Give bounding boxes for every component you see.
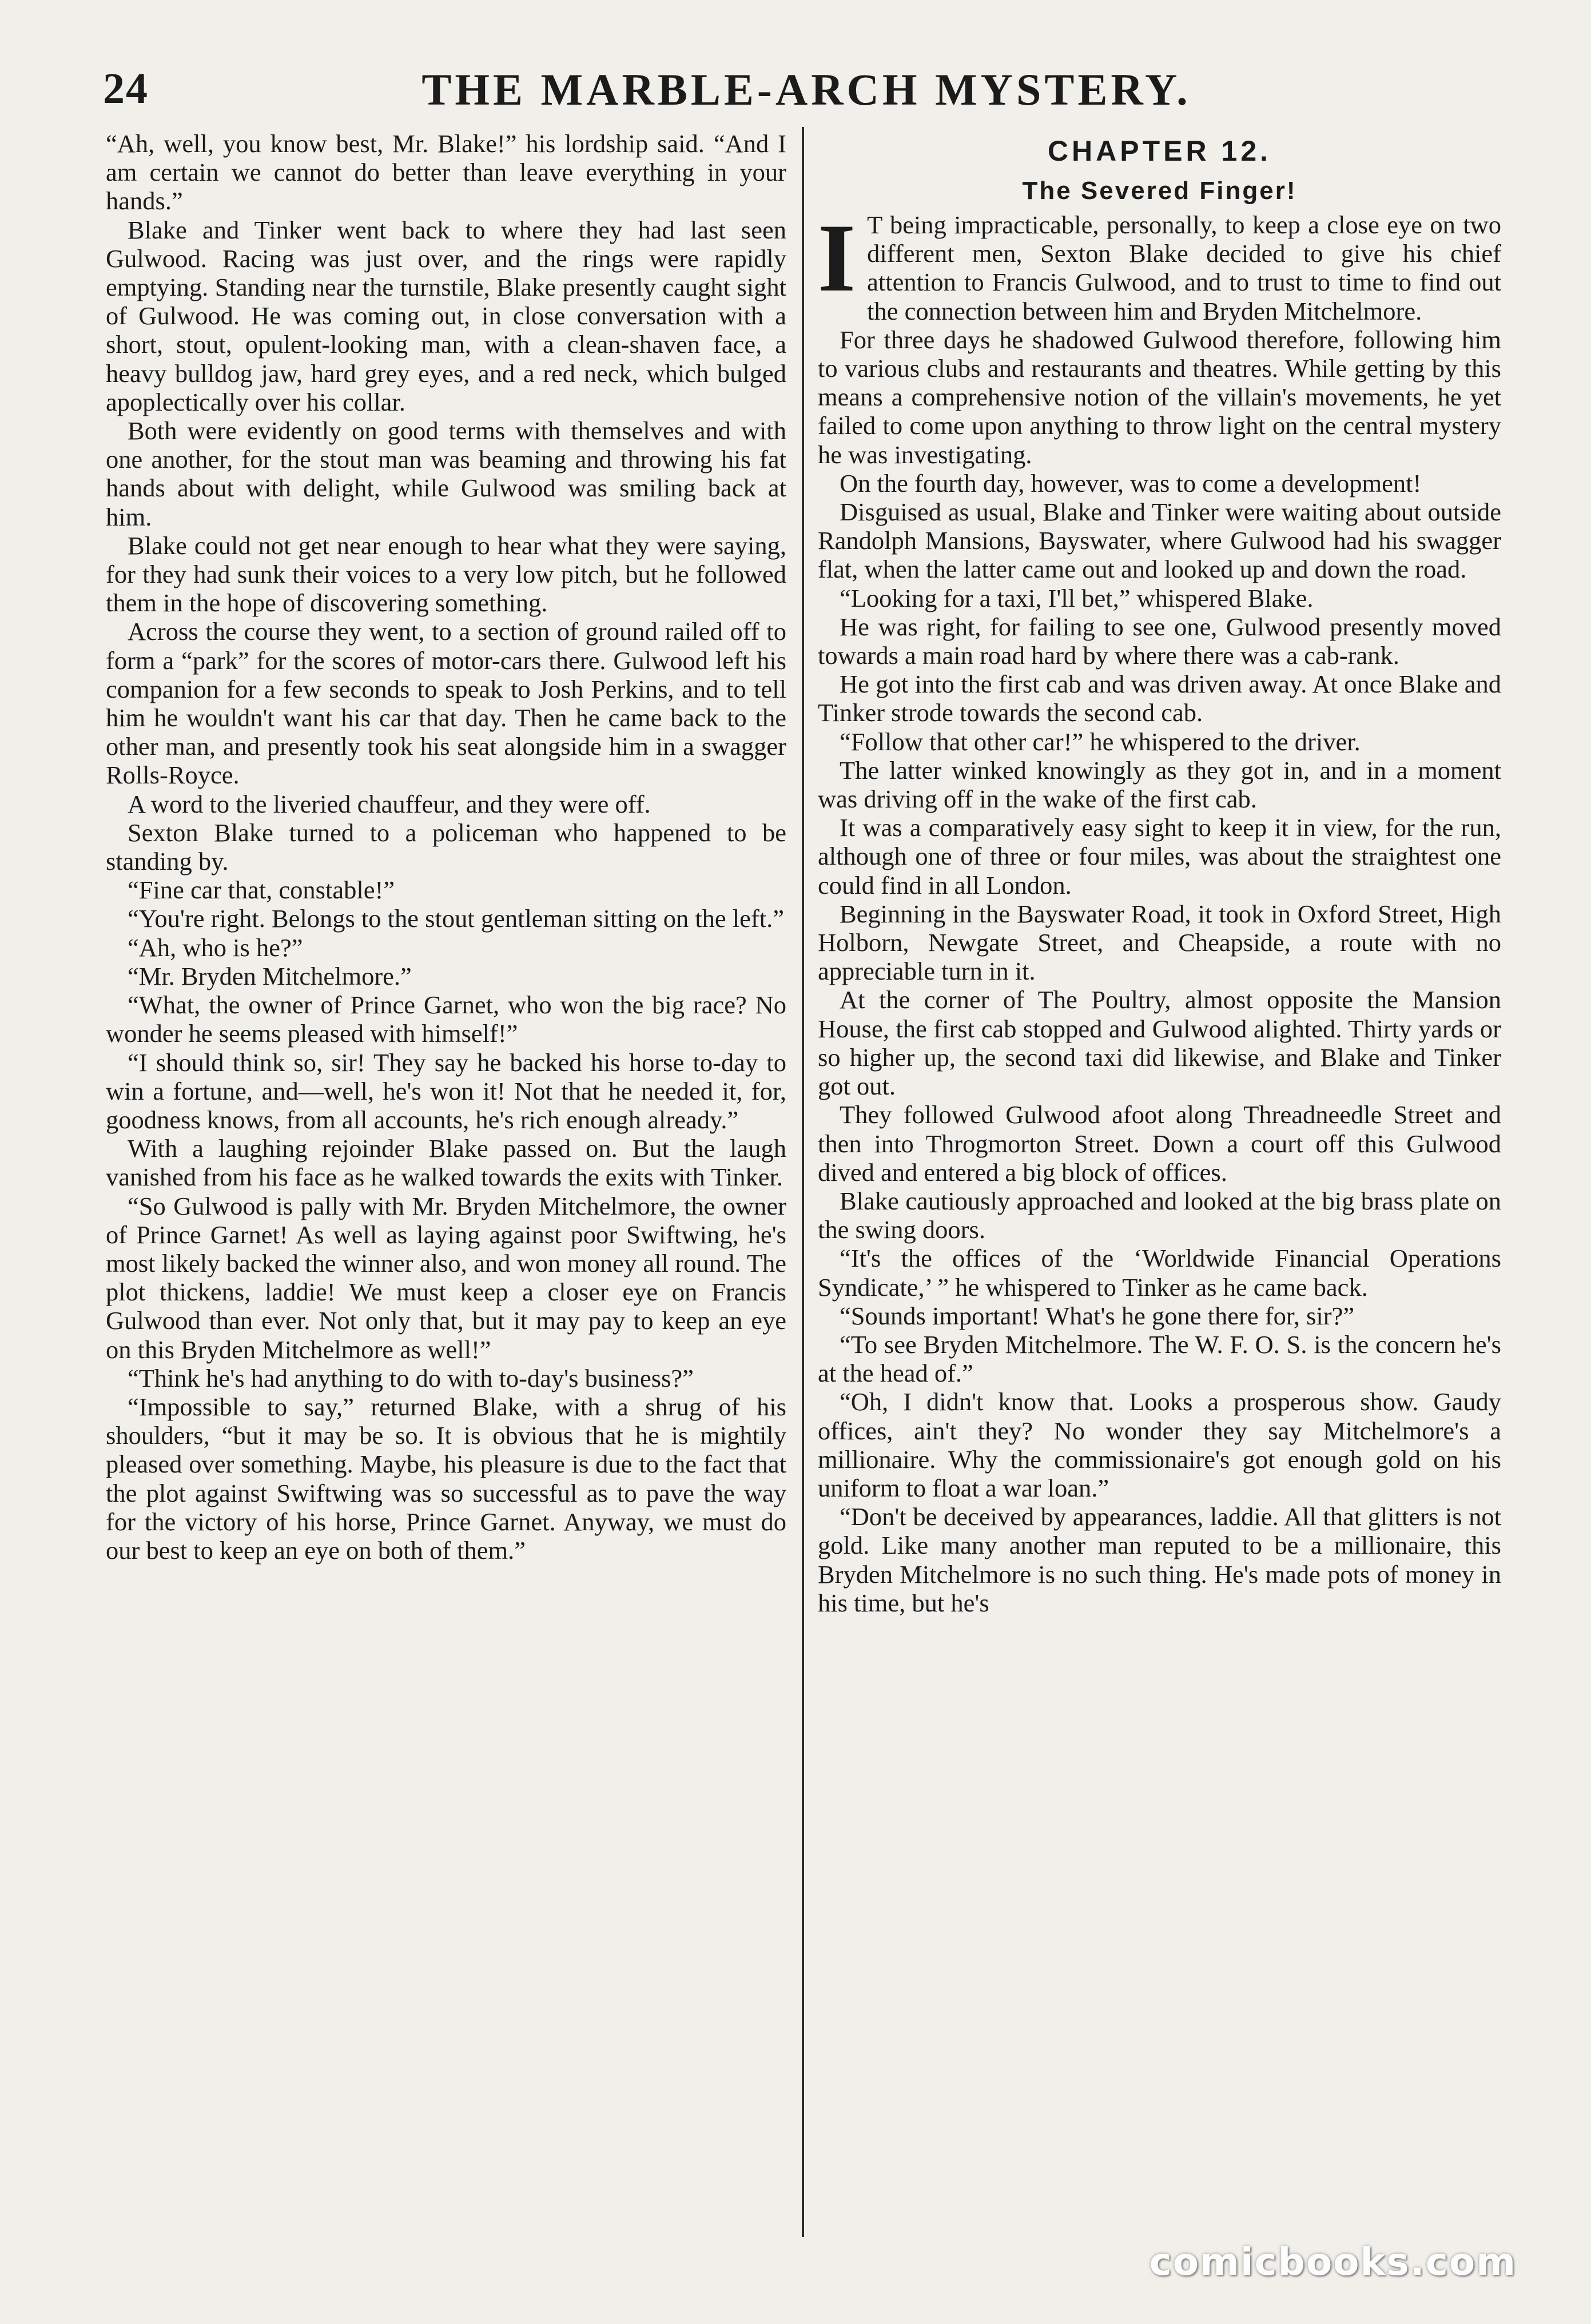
paragraph: “I should think so, sir! They say he backed his horse to-day to win a fortune, and—well, he's won it! Not that he needed it, for, goodness knows, from all accounts, he's rich enough already.” [106,1048,786,1134]
paragraph: “Sounds important! What's he gone there for, sir?” [840,1301,1355,1330]
paragraph: A word to the liveried chauffeur, and they were off. [128,789,651,818]
paragraph: “It's the offices of the ‘Worldwide Financial Operations Syndicate,’ ” he whispered to Tinker as he came back. [818,1244,1501,1302]
paragraph: Beginning in the Bayswater Road, it took in Oxford Street, High Holborn, Newgate Street, and Cheapside, a route with no appreciable turn in it. [818,899,1501,986]
running-title: THE MARBLE-ARCH MYSTERY. [421,65,1191,114]
paragraph: The latter winked knowingly as they got in, and in a moment was driving off in the wake of the first cab. [818,755,1501,814]
paragraph: Blake could not get near enough to hear what they were saying, for they had sunk their voices to a very low pitch, but he followed them in the hope of discovering something. [106,531,786,618]
right-column [818,129,1501,2222]
paragraph: “Ah, who is he?” [128,933,303,962]
paragraph: “Oh, I didn't know that. Looks a prosperous show. Gaudy offices, ain't they? No wonder they say Mitchelmore's a millionaire. Why the commissionaire's got enough gold on his uniform to float a war loan.” [818,1387,1501,1502]
paragraph: “Don't be deceived by appearances, laddie. All that glitters is not gold. Like many another man reputed to be a millionaire, this Bryden Mitchelmore is no such thing. He's made pots of money in his time, but he's [818,1502,1501,1617]
paragraph: “You're right. Belongs to the stout gentleman sitting on the left.” [128,904,784,933]
paragraph: Blake cautiously approached and looked at the big brass plate on the swing doors. [818,1186,1501,1244]
page-header [97,64,1516,127]
watermark: comicbooks.com [1149,2240,1517,2284]
paragraph: At the corner of The Poultry, almost opposite the Mansion House, the first cab stopped and Gulwood alighted. Thirty yards or so higher up, the second taxi did likewise, and Blake and Tinker got out. [818,985,1501,1101]
paragraph: “Fine car that, constable!” [128,876,395,905]
chapter-subtitle: The Severed Finger! [1022,177,1297,205]
paragraph: For three days he shadowed Gulwood therefore, following him to various clubs and restaurants and theatres. While getting by this means a comprehensive notion of the villain's movements, he yet failed to come upon anything to throw light on the central mystery he was investigating. [818,325,1501,469]
paragraph: “Follow that other car!” he whispered to the driver. [840,727,1361,756]
paragraph: Blake and Tinker went back to where they had last seen Gulwood. Racing was just over, and the rings were rapidly emptying. Standing near the turnstile, Blake presently caught sight of Gulwood. He was coming out, in close conversation with a short, stout, opulent-looking man, with a clean-shaven face, a heavy bulldog jaw, hard grey eyes, and a red neck, which bulged apoplectically over his collar. [106,215,786,416]
paragraph: Across the course they went, to a section of ground railed off to form a “park” for the scores of motor-cars there. Gulwood left his companion for a few seconds to speak to Josh Perkins, and to tell him he wouldn't want his car that day. Then he came back to the other man, and presently took his seat alongside him in a swagger Rolls-Royce. [106,617,786,790]
page-number: 24 [103,65,149,113]
paragraph: They followed Gulwood afoot along Threadneedle Street and then into Throgmorton Street. Down a court off this Gulwood dived and entered a big block of offices. [818,1100,1501,1187]
paragraph: Disguised as usual, Blake and Tinker were waiting about outside Randolph Mansions, Bayswater, where Gulwood had his swagger flat, when the latter came out and looked up and down the road. [818,498,1501,584]
paragraph: He got into the first cab and was driven away. At once Blake and Tinker strode towards the second cab. [818,670,1501,727]
drop-cap: I [818,204,856,312]
opening-paragraph [818,204,1501,325]
paragraph: With a laughing rejoinder Blake passed on. But the laugh vanished from his face as he walked towards the exits with Tinker. [106,1134,786,1192]
paragraph: “What, the owner of Prince Garnet, who won the big race? No wonder he seems pleased with himself!” [106,990,786,1048]
paragraph: It was a comparatively easy sight to keep it in view, for the run, although one of three or four miles, was about the straightest one could find in all London. [818,813,1501,900]
paragraph: Sexton Blake turned to a policeman who happened to be standing by. [106,818,786,876]
paragraph: On the fourth day, however, was to come a development! [840,468,1422,498]
paragraph: “Impossible to say,” returned Blake, with a shrug of his shoulders, “but it may be so. It is obvious that he is mightily pleased over something. Maybe, his pleasure is due to the fact that the plot against Swiftwing was so successful as to pave the way for the victory of his horse, Prince Garnet. Anyway, we must do our best to keep an eye on both of them.” [106,1392,786,1565]
paragraph: He was right, for failing to see one, Gulwood presently moved towards a main road hard by where there was a cab-rank. [818,612,1501,670]
opening-text: T being impracticable, personally, to keep a close eye on two different men, Sexton Blake decided to give his chief attention to Francis Gulwood, and to trust to time to find out the connection between him and Bryden Mitchelmore. [867,210,1501,325]
paragraph: “To see Bryden Mitchelmore. The W. F. O. S. is the concern he's at the head of.” [818,1330,1501,1388]
paragraph: “So Gulwood is pally with Mr. Bryden Mitchelmore, the owner of Prince Garnet! As well as laying against poor Swiftwing, he's most likely backed the winner also, and won money all round. The plot thickens, laddie! We must keep a closer eye on Francis Gulwood than ever. Not only that, but it may pay to keep an eye on this Bryden Mitchelmore as well!” [106,1191,786,1364]
paragraph: Both were evidently on good terms with themselves and with one another, for the stout man was beaming and throwing his fat hands about with delight, while Gulwood was smiling back at him. [106,416,786,531]
left-column [106,129,786,2222]
paragraph: “Mr. Bryden Mitchelmore.” [128,961,412,990]
chapter-heading: CHAPTER 12. [1047,135,1272,167]
paragraph: “Looking for a taxi, I'll bet,” whispered Blake. [840,583,1314,612]
paragraph: “Ah, well, you know best, Mr. Blake!” his lordship said. “And I am certain we cannot do better than leave everything in your hands.” [106,129,786,216]
column-divider [802,127,804,2237]
paragraph: “Think he's had anything to do with to-day's business?” [128,1363,694,1392]
